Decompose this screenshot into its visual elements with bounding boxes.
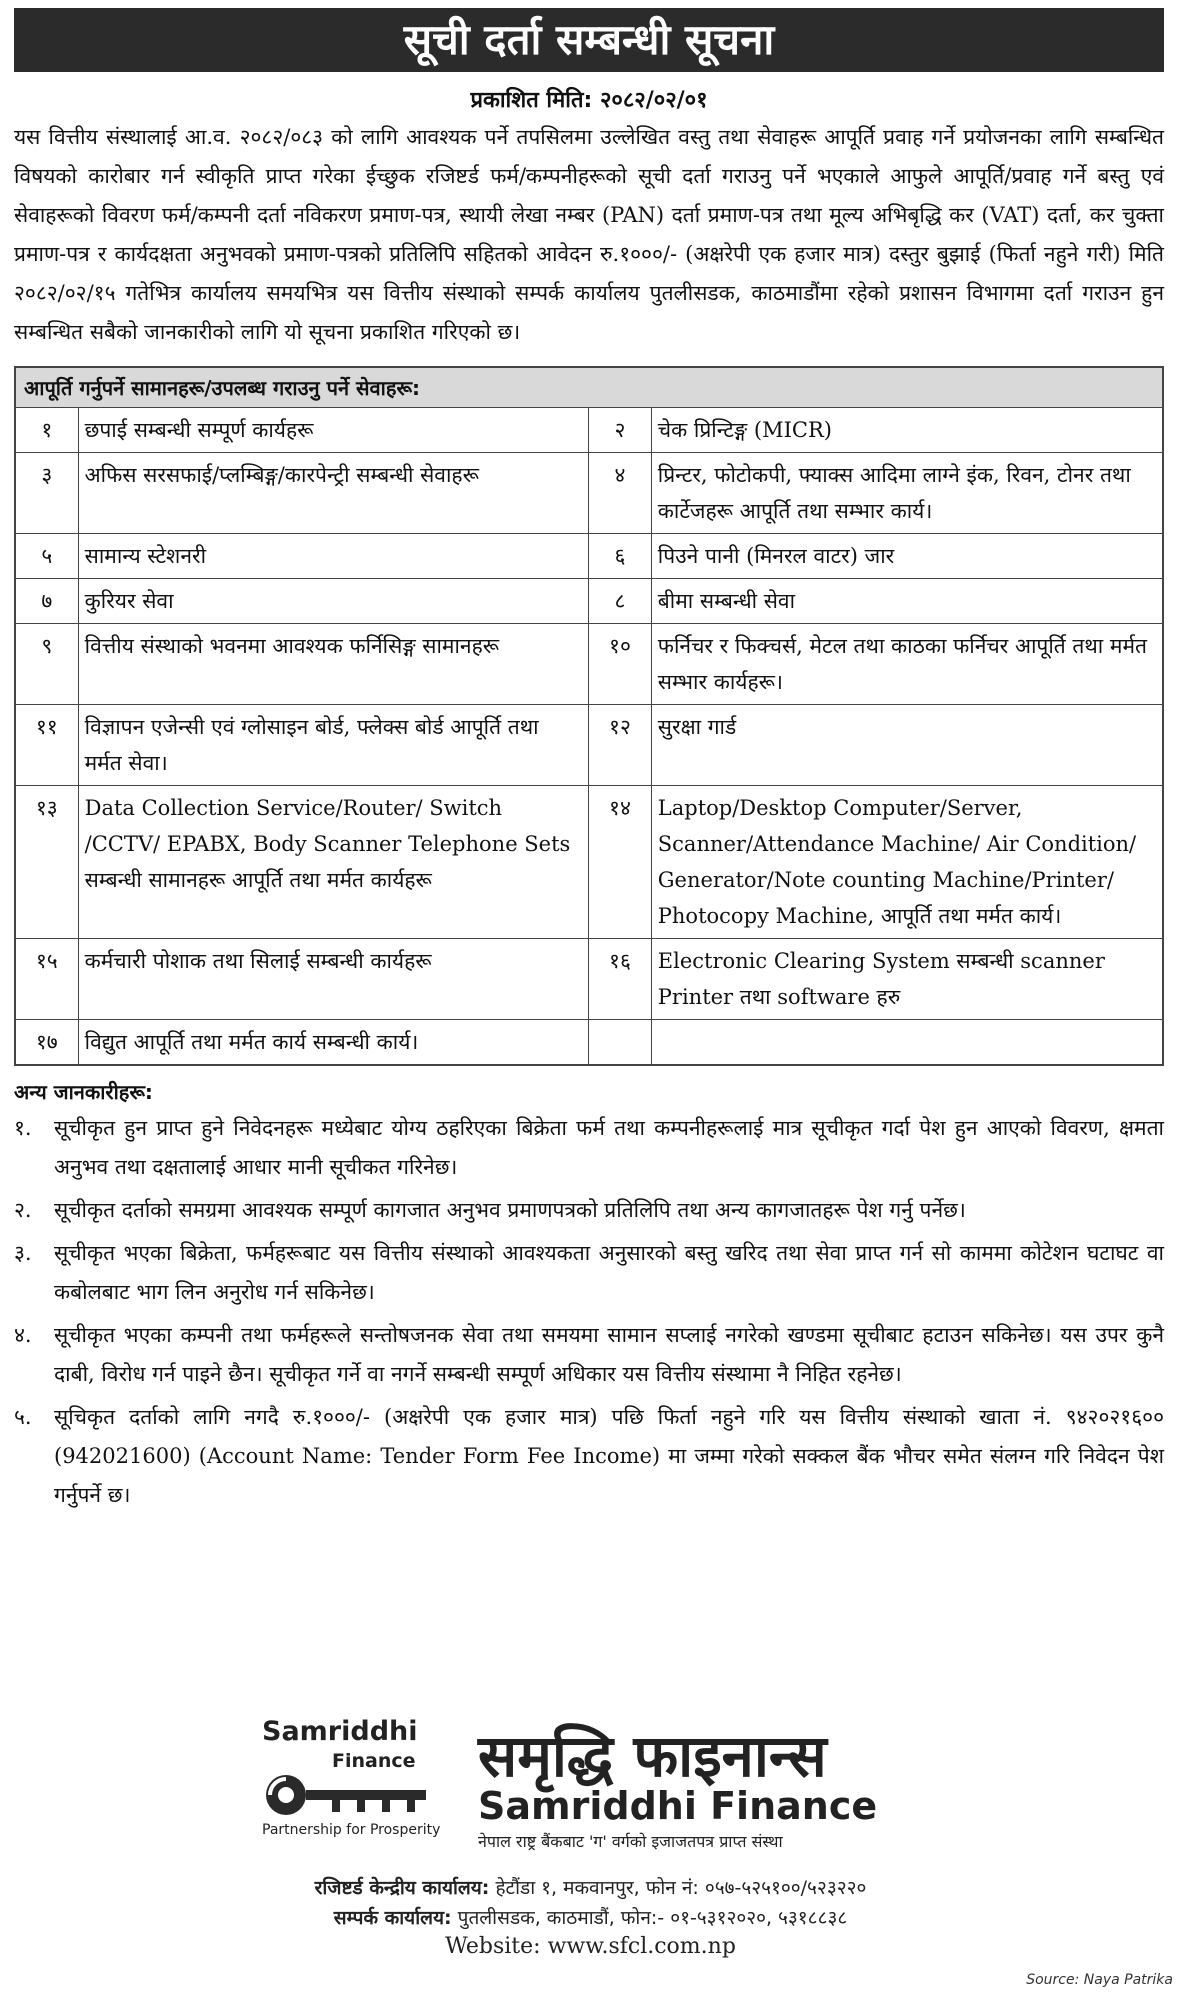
- list-item-text: सूचीकृत दर्ताको समग्रमा आवश्यक सम्पूर्ण कागजात अनुभव प्रमाणपत्रको प्रतिलिपि तथा अन्य कागजातहरू पेश गर्नु पर्नेछ।: [54, 1198, 966, 1222]
- list-item-text: सूचीकृत भएका कम्पनी तथा फर्महरूले सन्तोषजनक सेवा तथा समयमा सामान सप्लाई नगरेको खण्डमा सूचीबाट हटाउन सकिनेछ। यस उपर कुनै दाबी, विरोध गर्न पाइने छैन। सूचीकृत गर्ने वा नगर्ने सम्बन्धी सम्पूर्ण अधिकार यस वित्तीय संस्थामा नै निहित रहनेछ।: [54, 1323, 1164, 1386]
- item-description: कुरियर सेवा: [78, 579, 589, 624]
- item-description: चेक प्रिन्टिङ्ग (MICR): [651, 408, 1163, 453]
- item-number: १५: [15, 939, 78, 1020]
- list-item: [14, 1398, 1164, 1515]
- list-item-number: ३.: [14, 1241, 32, 1265]
- registered-office-label: रजिष्टर्ड केन्द्रीय कार्यालय:: [314, 1877, 490, 1899]
- intro-paragraph: यस वित्तीय संस्थालाई आ.व. २०८२/०८३ को लागि आवश्यक पर्ने तपसिलमा उल्लेखित वस्तु तथा सेवाहरू आपूर्ति प्रवाह गर्ने प्रयोजनका लागि सम्बन्धित विषयको कारोबार गर्न स्वीकृति प्राप्त गरेका ईच्छुक रजिष्टर्ड फर्म/कम्पनीहरूको सूची दर्ता गराउनु पर्ने भएकाले आफुले आपूर्ति/प्रवाह गर्ने बस्तु एवं सेवाहरूको विवरण फर्म/कम्पनी दर्ता नविकरण प्रमाण-पत्र, स्थायी लेखा नम्बर (PAN) दर्ता प्रमाण-पत्र तथा मूल्य अभिबृद्धि कर (VAT) दर्ता, कर चुक्ता प्रमाण-पत्र र कार्यदक्षता अनुभवको प्रमाण-पत्रको प्रतिलिपि सहितको आवेदन रु.१०००/- (अक्षरेपी एक हजार मात्र) दस्तुर बुझाई (फिर्ता नहुने गरी) मिति २०८२/०२/१५ गतेभित्र कार्यालय समयभित्र यस वित्तीय संस्थाको सम्पर्क कार्यालय पुतलीसडक, काठमाडौंमा रहेको प्रशासन विभागमा दर्ता गराउन हुन सम्बन्धित सबैको जानकारीको लागि यो सूचना प्रकाशित गरिएको छ।: [14, 125, 1164, 344]
- published-date: प्रकाशित मिति: २०८२/०२/०१: [470, 88, 708, 113]
- item-number: १: [15, 408, 78, 453]
- list-item-number: ४.: [14, 1323, 32, 1347]
- item-number: १७: [15, 1020, 78, 1066]
- item-number: ४: [589, 453, 652, 534]
- item-number: ३: [15, 453, 78, 534]
- table-row: [15, 579, 1163, 624]
- item-description: विद्युत आपूर्ति तथा मर्मत कार्य सम्बन्धी कार्य।: [78, 1020, 589, 1066]
- item-number: ५: [15, 534, 78, 579]
- list-item-number: ५.: [14, 1405, 32, 1429]
- item-description: Laptop/Desktop Computer/Server, Scanner/Attendance Machine/ Air Condition/ Generator/Note counting Machine/Printer/ Photocopy Machine, आपूर्ति तथा मर्मत कार्य।: [651, 786, 1163, 939]
- company-logo: [262, 1708, 441, 1838]
- key-logo-icon: [262, 1770, 432, 1820]
- contact-office-address: पुतलीसडक, काठमाडौं, फोन:- ०१-५३१२०२०, ५३१८८३८: [457, 1907, 848, 1929]
- logo-text-line2: Finance: [332, 1750, 416, 1772]
- list-item: [14, 1109, 1164, 1187]
- footer: [0, 1708, 1181, 1978]
- other-info-heading: अन्य जानकारीहरू:: [14, 1080, 153, 1104]
- source-credit: Source: Naya Patrika: [1026, 1972, 1173, 1988]
- list-item-text: सूचीकृत भएका बिक्रेता, फर्महरूबाट यस वित्तीय संस्थाको आवश्यकता अनुसारको बस्तु खरिद तथा सेवा प्राप्त गर्न सो काममा कोटेशन घटाघट वा कबोलबाट भाग लिन अनुरोध गर्न सकिनेछ।: [54, 1241, 1164, 1304]
- table-row: [15, 705, 1163, 786]
- contact-office-label: सम्पर्क कार्यालय:: [333, 1907, 452, 1929]
- item-description: वित्तीय संस्थाको भवनमा आवश्यक फर्निसिङ्ग सामानहरू: [78, 624, 589, 705]
- table-row: [15, 624, 1163, 705]
- item-description: पिउने पानी (मिनरल वाटर) जार: [651, 534, 1163, 579]
- table-row: [15, 1020, 1163, 1066]
- brand-license-note: नेपाल राष्ट्र बैंकबाट 'ग' वर्गको इजाजतपत्र प्राप्त संस्था: [478, 1832, 783, 1851]
- notice: [14, 8, 1164, 1519]
- item-description: Electronic Clearing System सम्बन्धी scanner Printer तथा software हरु: [651, 939, 1163, 1020]
- item-number: १३: [15, 786, 78, 939]
- item-description: कर्मचारी पोशाक तथा सिलाई सम्बन्धी कार्यहरू: [78, 939, 589, 1020]
- other-info-list: [14, 1109, 1164, 1515]
- item-description: सामान्य स्टेशनरी: [78, 534, 589, 579]
- item-number: ११: [15, 705, 78, 786]
- item-description: प्रिन्टर, फोटोकपी, फ्याक्स आदिमा लाग्ने इंक, रिवन, टोनर तथा कार्टेजहरू आपूर्ति तथा सम्भार कार्य।: [651, 453, 1163, 534]
- table-row: [15, 534, 1163, 579]
- notice-title: सूची दर्ता सम्बन्धी सूचना: [14, 8, 1164, 72]
- item-number: ९: [15, 624, 78, 705]
- item-description: Data Collection Service/Router/ Switch /CCTV/ EPABX, Body Scanner Telephone Sets सम्बन्धी सामानहरू आपूर्ति तथा मर्मत कार्यहरू: [78, 786, 589, 939]
- item-number: [589, 1020, 652, 1066]
- brand-name-english: Samriddhi Finance: [478, 1784, 878, 1828]
- item-description: विज्ञापन एजेन्सी एवं ग्लोसाइन बोर्ड, फ्लेक्स बोर्ड आपूर्ति तथा मर्मत सेवा।: [78, 705, 589, 786]
- item-description: सुरक्षा गार्ड: [651, 705, 1163, 786]
- table-row: [15, 453, 1163, 534]
- registered-office: [0, 1874, 1181, 1900]
- list-item-text: सूचिकृत दर्ताको लागि नगदै रु.१०००/- (अक्षरेपी एक हजार मात्र) पछि फिर्ता नहुने गरि यस वित्तीय संस्थाको खाता नं. ९४२०२१६०० (942021600) (Account Name: Tender Form Fee Income) मा जम्मा गरेको सक्कल बैंक भौचर समेत संलग्न गरि निवेदन पेश गर्नुपर्ने छ।: [54, 1405, 1164, 1507]
- item-description: अफिस सरसफाई/प्लम्बिङ्ग/कारपेन्ट्री सम्बन्धी सेवाहरू: [78, 453, 589, 534]
- table-row: [15, 939, 1163, 1020]
- items-table-header: आपूर्ति गर्नुपर्ने सामानहरू/उपलब्ध गराउनु पर्ने सेवाहरू:: [15, 367, 1163, 408]
- table-row: [15, 408, 1163, 453]
- item-number: १४: [589, 786, 652, 939]
- item-number: २: [589, 408, 652, 453]
- item-description: [651, 1020, 1163, 1066]
- logo-tagline: Partnership for Prosperity: [262, 1822, 441, 1838]
- list-item: [14, 1234, 1164, 1312]
- table-row: [15, 786, 1163, 939]
- item-description: छपाई सम्बन्धी सम्पूर्ण कार्यहरू: [78, 408, 589, 453]
- item-number: ८: [589, 579, 652, 624]
- items-table-body: [15, 408, 1163, 1066]
- registered-office-address: हेटौंडा १, मकवानपुर, फोन नं: ०५७-५२५१००/५२३२२०: [495, 1877, 867, 1899]
- list-item: [14, 1316, 1164, 1394]
- item-number: ७: [15, 579, 78, 624]
- list-item-number: २.: [14, 1198, 32, 1222]
- list-item-number: १.: [14, 1116, 32, 1140]
- item-description: फर्निचर र फिक्चर्स, मेटल तथा काठका फर्निचर आपूर्ति तथा मर्मत सम्भार कार्यहरू।: [651, 624, 1163, 705]
- list-item-text: सूचीकृत हुन प्राप्त हुने निवेदनहरू मध्येबाट योग्य ठहरिएका बिक्रेता फर्म तथा कम्पनीहरूलाई मात्र सूचीकृत गर्दा पेश हुन आएको विवरण, क्षमता अनुभव तथा दक्षतालाई आधार मानी सूचीकत गरिनेछ।: [54, 1116, 1164, 1179]
- item-description: बीमा सम्बन्धी सेवा: [651, 579, 1163, 624]
- logo-text-line1: Samriddhi: [262, 1716, 418, 1747]
- contact-office: [0, 1904, 1181, 1930]
- item-number: १०: [589, 624, 652, 705]
- item-number: १२: [589, 705, 652, 786]
- list-item: [14, 1191, 1164, 1230]
- item-number: १६: [589, 939, 652, 1020]
- items-table: [14, 366, 1164, 1066]
- item-number: ६: [589, 534, 652, 579]
- brand-name-nepali: समृद्धि फाइनान्स: [478, 1722, 827, 1790]
- website-link[interactable]: Website: www.sfcl.com.np: [445, 1934, 736, 1959]
